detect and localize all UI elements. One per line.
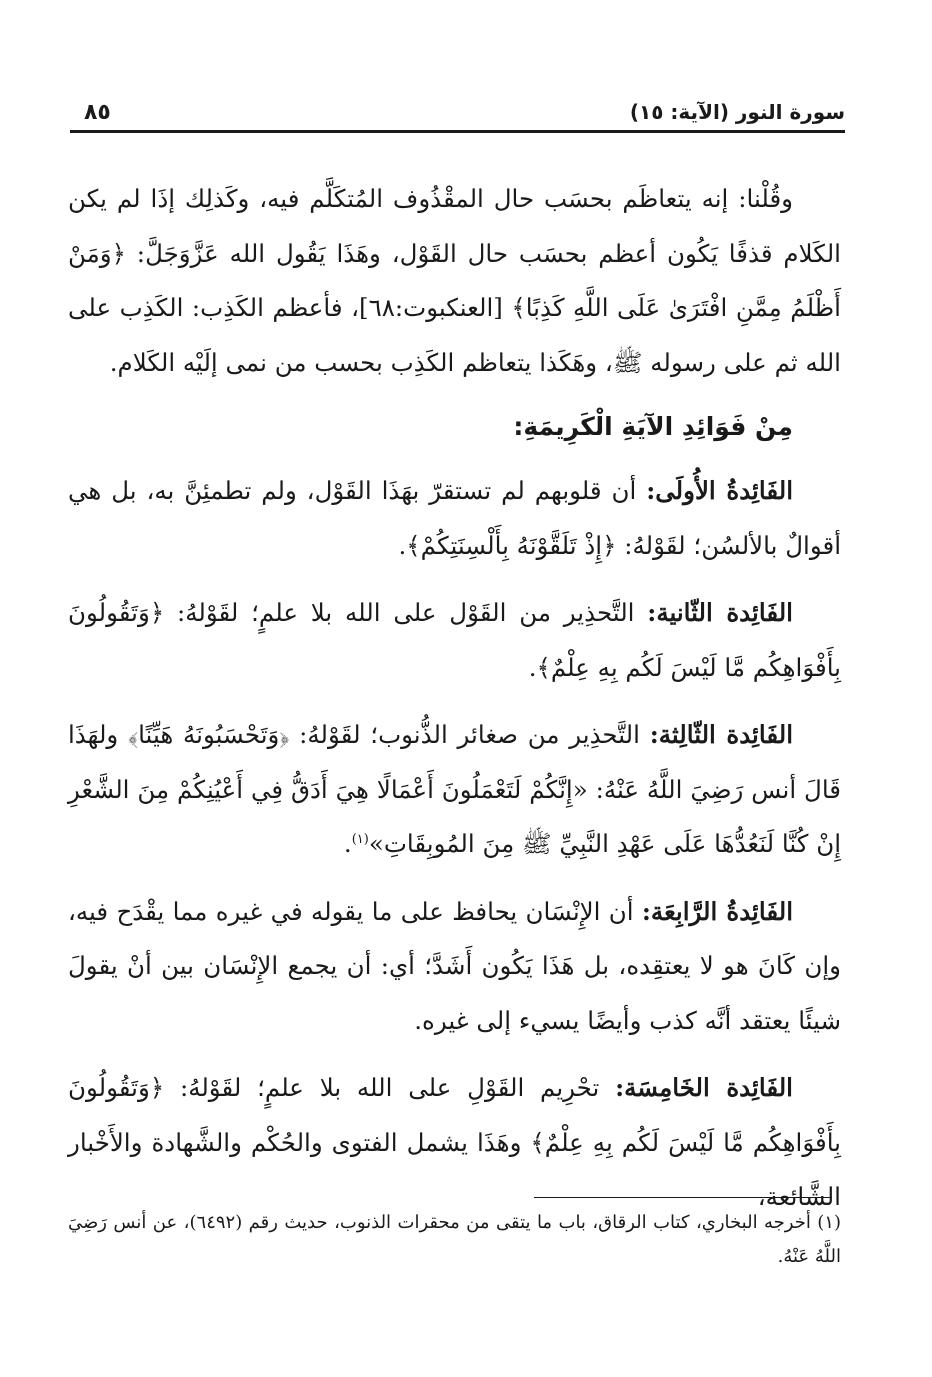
benefit-4-text: أن الإِنْسَان يحافظ على ما يقوله في غيره مما يقْدَح فيه، وإن كَانَ هو لا يعتقِده، بل هَذَا يَكُون أَشَدَّ؛ أي: أن يجمع الإِنْسَان بين أنْ يقولَ شيئًا يعتقد أنَّه كذب وأيضًا يسيء إلى غيره.: [68, 896, 841, 1035]
benefit-1-title: الفَائِدةُ الأُولَى:: [646, 476, 794, 505]
page-number: ٨٥: [84, 100, 111, 125]
benefit-3: [68, 708, 841, 872]
benefit-4-title: الفَائِدةُ الرَّابِعَة:: [641, 896, 794, 926]
benefit-5-title: الفَائِدة الخَامِسَة:: [615, 1073, 793, 1102]
footnotes: [68, 1206, 841, 1274]
benefit-2-text: التَّحذِير من القَوْل على الله بلا علمٍ؛ لقَوْلهُ: ﴿وَتَقُولُونَ بِأَفْوَاهِكُم مَّا لَيْسَ لَكُم بِهِ عِلْمٌ﴾.: [68, 598, 841, 682]
benefit-1: [68, 464, 841, 573]
benefit-3-title: الفَائِدة الثّالِثة:: [649, 720, 793, 749]
footnote-1: (١) أخرجه البخاري، كتاب الرقاق، باب ما يتقى من محقرات الذنوب، حديث رقم (٦٤٩٢)، عن أنس رَضِيَ اللَّهُ عَنْهُ.: [68, 1212, 841, 1267]
footnote-marker: (١): [351, 831, 369, 847]
benefit-2-title: الفَائِدة الثّانية:: [647, 598, 793, 627]
benefit-5-text: تحْرِيم القَوْلِ على الله بلا علمٍ؛ لقَوْلهُ: ﴿وَتَقُولُونَ بِأَفْوَاهِكُم مَّا لَيْسَ لَكُم بِهِ عِلْمٌ﴾ وهَذَا يشمل الفتوى والحُكْم والشَّهادة والأَخْبار الشَّائعة،: [68, 1073, 841, 1211]
benefit-3-end: .: [343, 829, 352, 858]
page-header: [70, 98, 845, 134]
section-heading: مِنْ فَوَائِدِ الآيَةِ الْكَرِيمَةِ:: [513, 412, 793, 441]
header-rule: [70, 130, 845, 133]
benefit-3-text: التَّحذِير من صغائر الذُّنوب؛ لقَوْلهُ: ﴿وَتَحْسَبُونَهُ هَيِّنًا﴾ ولهَذَا قَالَ أنس رَضِيَ اللَّهُ عَنْهُ: «إِنَّكُمْ لَتَعْمَلُونَ أَعْمَالًا هِيَ أَدَقُّ فِي أَعْيُنِكُمْ مِنَ الشَّعْرِ إِنْ كُنَّا لَنَعُدُّهَا عَلَى عَهْدِ النَّبِيِّ ﷺ مِنَ المُوبِقَاتِ»: [68, 720, 841, 858]
footnote-separator: [534, 1197, 832, 1198]
benefit-2: [68, 586, 841, 695]
benefit-1-text: أن قلوبهم لم تستقرّ بهَذَا القَوْل، ولم تطمئِنَّ به، بل هي أقوالٌ بالألسُن؛ لقَوْلهُ: ﴿إِذْ تَلَقَّوْنَهُ بِأَلْسِنَتِكُمْ﴾.: [68, 476, 841, 560]
running-title: سورة النور (الآية: ١٥): [629, 100, 845, 124]
benefit-4: [68, 885, 841, 1049]
intro-paragraph: وقُلْنا: إنه يتعاظَم بحسَب حال المقْذُوف المُتكَلَّم فيه، وكَذلِك إذَا لم يكن الكَلام قذفًا يَكُون أعظم بحسَب حال القَوْل، وهَذَا يَقُول الله عَزَّوَجَلَّ: ﴿وَمَنْ أَظْلَمُ مِمَّنِ افْتَرَىٰ عَلَى اللَّهِ كَذِبًا﴾ [العنكبوت:٦٨]، فأعظم الكَذِب: الكَذِب على الله ثم على رسوله ﷺ، وهَكَذا يتعاظم الكَذِب بحسب من نمى إلَيْه الكَلام.: [68, 184, 841, 377]
benefit-5: [68, 1061, 841, 1225]
main-text: [68, 172, 841, 1225]
